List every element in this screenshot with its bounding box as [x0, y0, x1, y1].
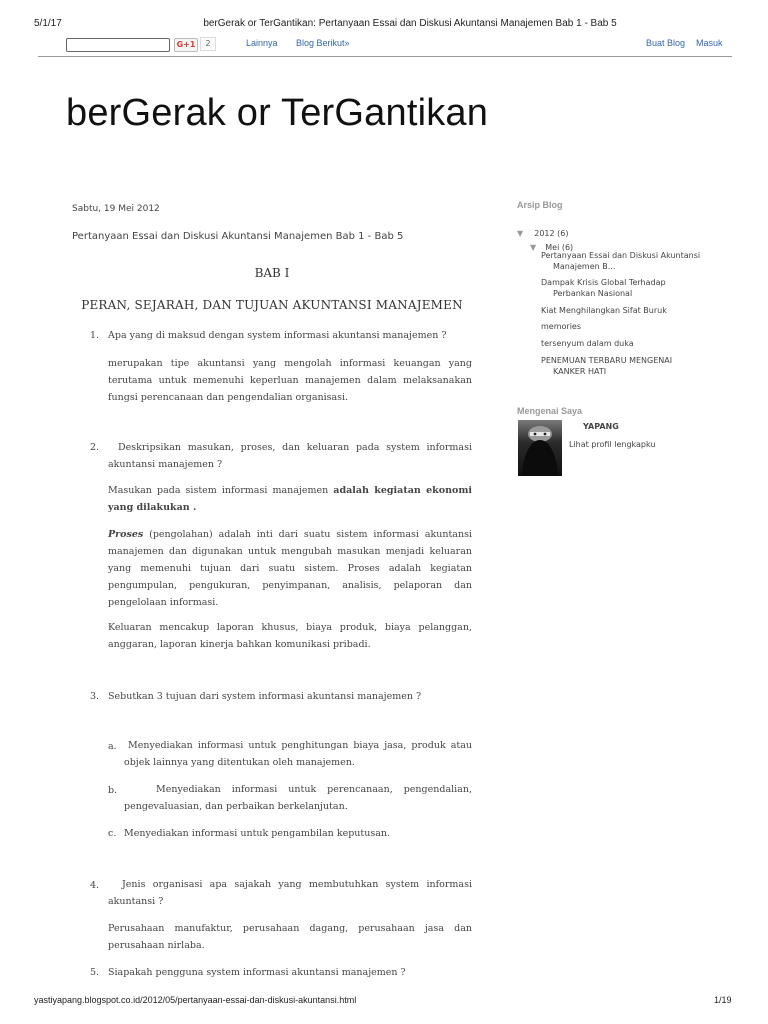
print-title: berGerak or TerGantikan: Pertanyaan Essai dan Diskusi Akuntansi Manajemen Bab 1 - Bab 5 [203, 18, 617, 29]
create-blog-link[interactable]: Buat Blog [646, 38, 686, 48]
list-marker: a. [108, 741, 117, 752]
sign-in-link[interactable]: Masuk [696, 38, 723, 48]
archive-post-link[interactable]: Kiat Menghilangkan Sifat Buruk [541, 306, 667, 315]
triangle-down-icon[interactable]: ▼ [530, 243, 537, 252]
question-4: Jenis organisasi apa sajakah yang membutuhkan system informasi akuntansi ? [108, 879, 472, 907]
archive-post-link[interactable]: Dampak Krisis Global Terhadap Perbankan Nasional [541, 278, 666, 298]
answer-2-output: Keluaran mencakup laporan khusus, biaya produk, biaya pelanggan, anggaran, laporan kinerja bahkan komunikasi pribadi. [108, 622, 472, 650]
question-number: 5. [90, 967, 100, 978]
archive-year-label[interactable]: 2012 (6) [534, 229, 569, 238]
question-number: 4. [90, 880, 100, 891]
avatar[interactable] [518, 420, 562, 476]
answer-2-input-bold: adalah kegiatan ekonomi yang dilakukan . [108, 485, 472, 513]
chapter-heading: BAB I [254, 266, 290, 280]
answer-2-process [108, 526, 472, 611]
print-date: 5/1/17 [34, 18, 62, 29]
blog-title[interactable]: berGerak or TerGantikan [66, 92, 489, 134]
blogger-navbar [38, 36, 732, 57]
answer-1: merupakan tipe akuntansi yang mengolah informasi keuangan yang terutama untuk memenuhi keperluan manajemen dalam melaksanakan fungsi perencanaan dan pengendalian organisasi. [108, 358, 472, 403]
archive-month-label[interactable]: Mei (6) [545, 243, 574, 252]
post-title[interactable]: Pertanyaan Essai dan Diskusi Akuntansi Manajemen Bab 1 - Bab 5 [72, 231, 404, 242]
question-number: 1. [90, 330, 100, 341]
avatar-portrait-icon [518, 420, 562, 476]
archive-post-link[interactable]: Pertanyaan Essai dan Diskusi Akuntansi Manajemen B... [541, 251, 701, 271]
question-number: 3. [90, 691, 100, 702]
answer-2-process-term: Proses [108, 529, 144, 540]
list-marker: c. [108, 828, 117, 839]
question-5: Siapakah pengguna system informasi akuntansi manajemen ? [108, 967, 406, 978]
archive-post-link[interactable]: memories [541, 322, 582, 331]
footer-url: yastiyapang.blogspot.co.id/2012/05/pertanyaan-essai-dan-diskusi-akuntansi.html [34, 995, 357, 1005]
question-1: Apa yang di maksud dengan system informasi akuntansi manajemen ? [108, 330, 447, 341]
question-2: Deskripsikan masukan, proses, dan keluaran pada system informasi akuntansi manajemen ? [108, 442, 472, 470]
answer-3c: Menyediakan informasi untuk pengambilan keputusan. [124, 828, 391, 839]
about-heading: Mengenai Saya [517, 406, 583, 416]
answer-2-process-text: (pengolahan) adalah inti dari suatu sistem informasi akuntansi manajemen dan digunakan untuk mengubah masukan menjadi keluaran yang memenuhi tujuan dari suatu sistem. Proses adalah kegiatan pengumpulan, pengukuran, penyimpanan, analisis, pelaporan dan pengelolaan informasi. [108, 529, 472, 608]
archive-heading: Arsip Blog [517, 200, 563, 210]
answer-4: Perusahaan manufaktur, perusahaan dagang, perusahaan jasa dan perusahaan nirlaba. [108, 923, 472, 951]
answer-2-input-text: Masukan pada sistem informasi manajemen [108, 485, 334, 496]
more-link[interactable]: Lainnya [246, 38, 278, 48]
answer-3b: Menyediakan informasi untuk perencanaan, pengendalian, pengevaluasian, dan perbaikan berkelanjutan. [124, 784, 472, 812]
answer-3a: Menyediakan informasi untuk penghitungan biaya jasa, produk atau objek lainnya yang ditentukan oleh manajemen. [124, 740, 472, 768]
post-date: Sabtu, 19 Mei 2012 [72, 204, 160, 214]
question-3: Sebutkan 3 tujuan dari system informasi akuntansi manajemen ? [108, 691, 422, 702]
view-profile-link[interactable]: Lihat profil lengkapku [569, 440, 656, 449]
footer-page-number: 1/19 [714, 995, 732, 1005]
next-blog-link[interactable]: Blog Berikut» [296, 38, 350, 48]
answer-2-input [108, 482, 472, 516]
triangle-down-icon[interactable]: ▼ [517, 229, 524, 238]
chapter-title: PERAN, SEJARAH, DAN TUJUAN AKUNTANSI MANAJEMEN [81, 298, 463, 312]
archive-post-link[interactable]: PENEMUAN TERBARU MENGENAI KANKER HATI [541, 356, 673, 376]
question-number: 2. [90, 442, 100, 453]
archive-post-link[interactable]: tersenyum dalam duka [541, 339, 634, 348]
list-marker: b. [108, 785, 118, 796]
author-name[interactable]: YAPANG [583, 422, 619, 431]
search-input[interactable] [66, 38, 170, 52]
gplus-button[interactable]: G+1 [174, 38, 198, 52]
gplus-count: 2 [200, 37, 216, 51]
